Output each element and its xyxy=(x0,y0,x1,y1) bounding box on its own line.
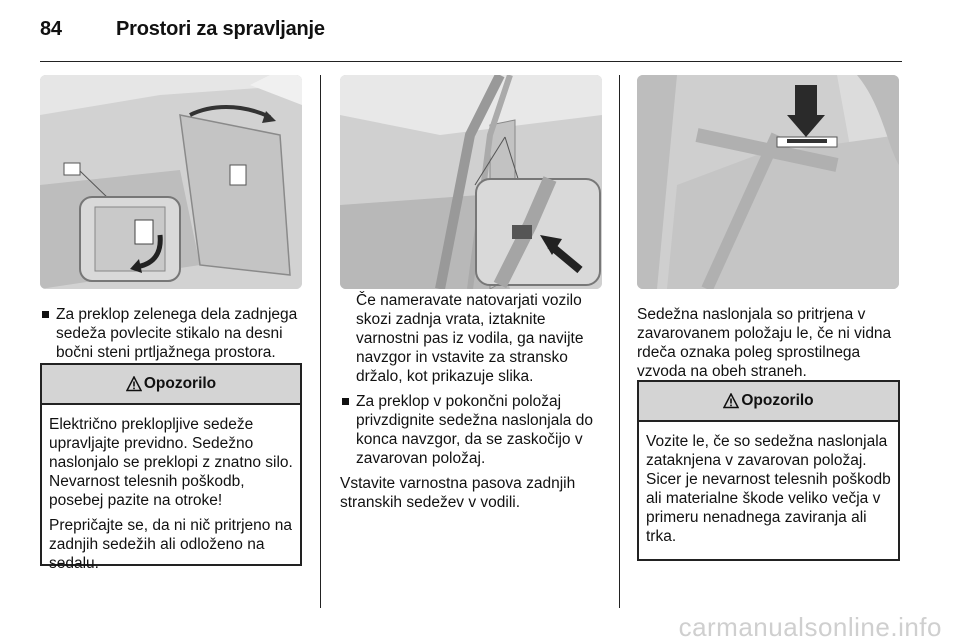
warning-title: Opozorilo xyxy=(143,375,217,392)
warning-box-2 xyxy=(637,380,900,561)
warning-header xyxy=(639,382,898,422)
col1-text xyxy=(40,305,312,362)
bullet-marker xyxy=(42,311,49,318)
watermark: carmanualsonline.info xyxy=(678,612,942,642)
warning-body xyxy=(639,422,898,556)
col2-text xyxy=(340,291,612,512)
warning-header xyxy=(42,365,300,405)
col3-text xyxy=(637,305,907,381)
warning-paragraph: Prepričajte se, da ni nič pritrjeno na zadnjih sedežih ali odloženo na sedalu. xyxy=(49,517,292,572)
illustration-release-switch xyxy=(40,75,302,289)
warning-triangle-icon xyxy=(126,376,142,392)
bullet-marker xyxy=(342,398,349,405)
warning-paragraph: Vozite le, če so sedežna naslonjala zataknjena v zavarovan položaj. Sicer je nevarnost telesnih poškodb ali materialne škode veliko večja v primeru nenadnega zaviranja ali trka. xyxy=(646,433,891,545)
page-number: 84 xyxy=(40,18,62,40)
column-divider-2 xyxy=(619,75,620,608)
continued-instruction: Če nameravate natovarjati vozilo skozi zadnja vrata, iztaknite varnostni pas iz vodila, ga navijte navzgor in vstavite za stransko držalo, kot prikazuje slika. xyxy=(356,292,584,385)
instruction-bullet xyxy=(340,392,612,468)
instruction-text: Za preklop zelenega dela zadnjega sedeža povlecite stikalo na desni bočni steni prtljažnega prostora. xyxy=(56,306,298,361)
warning-triangle-icon xyxy=(723,393,739,409)
page-header xyxy=(40,18,325,41)
instruction-text: Za preklop v pokončni položaj privzdignite sedežna naslonjala do konca navzgor, da se zaskočijo v zavarovan položaj. xyxy=(356,393,593,467)
instruction-paragraph: Vstavite varnostna pasova zadnjih stranskih sedežev v vodili. xyxy=(340,475,576,511)
column-divider-1 xyxy=(320,75,321,608)
page-title: Prostori za spravljanje xyxy=(116,18,325,40)
warning-body xyxy=(42,405,300,583)
warning-box-1 xyxy=(40,363,302,572)
warning-title: Opozorilo xyxy=(741,392,814,409)
instruction-bullet xyxy=(40,305,312,362)
illustration-belt-guide xyxy=(340,75,602,289)
instruction-paragraph: Sedežna naslonjala so pritrjena v zavarovanem položaju le, če ni vidna rdeča oznaka poleg sprostilnega vzvoda na obeh straneh. xyxy=(637,306,892,380)
warning-paragraph: Električno preklopljive sedeže upravljajte previdno. Sedežno naslonjalo se preklopi z znatno silo. Nevarnost telesnih poškodb, posebej pazite na otroke! xyxy=(49,416,293,509)
header-rule xyxy=(40,61,902,62)
illustration-red-marker xyxy=(637,75,899,289)
